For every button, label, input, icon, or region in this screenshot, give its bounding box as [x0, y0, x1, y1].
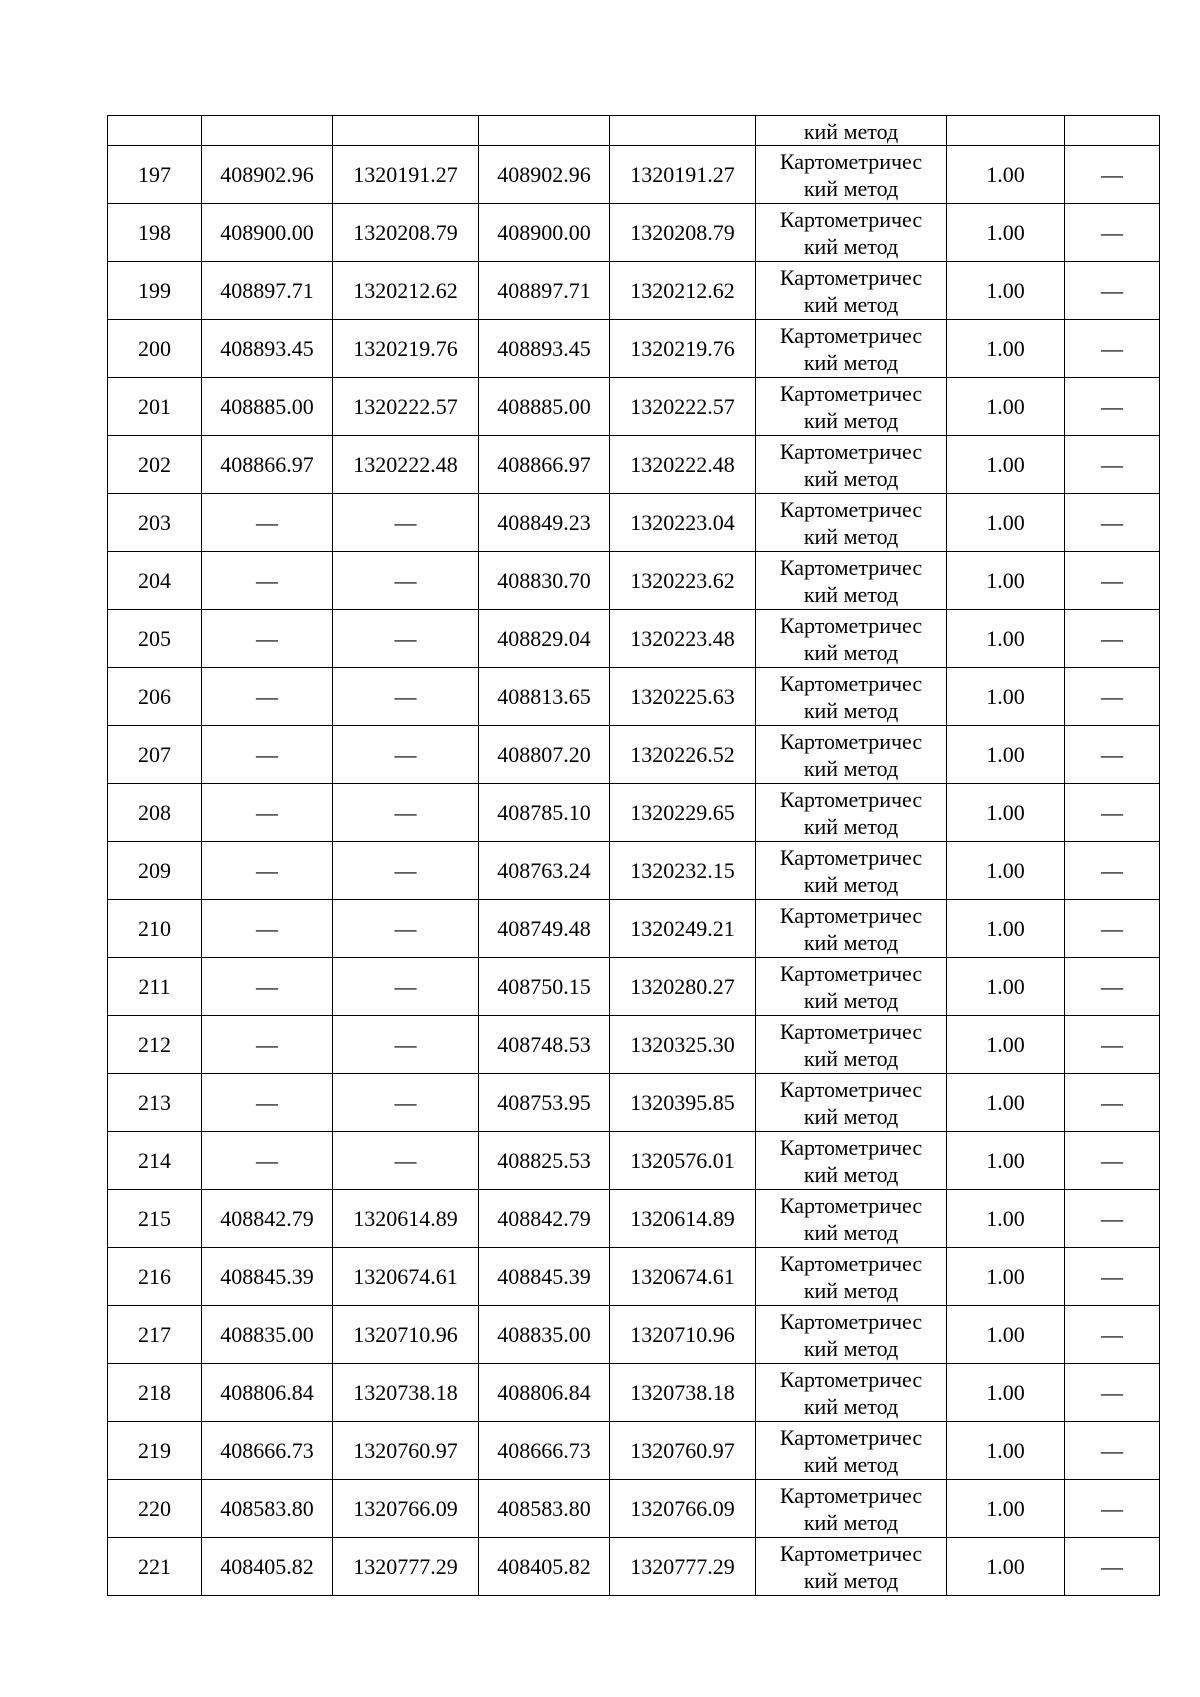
cell-method [756, 784, 947, 842]
cell-note [1065, 116, 1160, 146]
cell-x-new: 408813.65 [479, 668, 610, 726]
cell-x-old: — [202, 494, 333, 552]
method-text: Картометричес [779, 1367, 923, 1392]
method-text: Картометричес [779, 729, 923, 754]
method-text: кий метод [803, 350, 899, 375]
cell-y-old: — [333, 552, 479, 610]
cell-accuracy: 1.00 [947, 1364, 1065, 1422]
cell-x-old: — [202, 552, 333, 610]
cell-note: — [1065, 1306, 1160, 1364]
cell-method [756, 494, 947, 552]
cell-x-new: 408749.48 [479, 900, 610, 958]
method-text: Картометричес [779, 149, 923, 174]
cell-accuracy: 1.00 [947, 1132, 1065, 1190]
cell-y-new: 1320395.85 [610, 1074, 756, 1132]
method-text: Картометричес [779, 1425, 923, 1450]
cell-x-old: 408842.79 [202, 1190, 333, 1248]
method-text: Картометричес [779, 497, 923, 522]
method-text: Картометричес [779, 1019, 923, 1044]
cell-y-new: 1320766.09 [610, 1480, 756, 1538]
cell-y-new: 1320760.97 [610, 1422, 756, 1480]
method-text: Картометричес [779, 613, 923, 638]
cell-point: 198 [108, 204, 202, 262]
cell-point: 200 [108, 320, 202, 378]
cell-point: 210 [108, 900, 202, 958]
cell-x-old: 408405.82 [202, 1538, 333, 1596]
cell-note: — [1065, 1480, 1160, 1538]
cell-y-old: 1320710.96 [333, 1306, 479, 1364]
method-text: кий метод [803, 1510, 899, 1535]
cell-accuracy: 1.00 [947, 320, 1065, 378]
cell-y-old: 1320222.48 [333, 436, 479, 494]
cell-y-old: — [333, 784, 479, 842]
cell-x-old: — [202, 1132, 333, 1190]
continuation-row [108, 116, 1160, 146]
cell-point: 209 [108, 842, 202, 900]
cell-y-new: 1320226.52 [610, 726, 756, 784]
cell-x-new: 408835.00 [479, 1306, 610, 1364]
cell-y-old: 1320766.09 [333, 1480, 479, 1538]
cell-note: — [1065, 900, 1160, 958]
table-row [108, 262, 1160, 320]
cell-point: 219 [108, 1422, 202, 1480]
cell-y-new: 1320738.18 [610, 1364, 756, 1422]
cell-note: — [1065, 668, 1160, 726]
cell-method [756, 1422, 947, 1480]
table-row [108, 1422, 1160, 1480]
cell-x-new: 408849.23 [479, 494, 610, 552]
method-text: кий метод [803, 234, 899, 259]
cell-point: 205 [108, 610, 202, 668]
method-text: Картометричес [779, 265, 923, 290]
cell-x-old: — [202, 842, 333, 900]
cell-note: — [1065, 494, 1160, 552]
table-row [108, 668, 1160, 726]
cell-point: 220 [108, 1480, 202, 1538]
cell-note: — [1065, 726, 1160, 784]
cell-method [756, 1480, 947, 1538]
cell-x-new: 408748.53 [479, 1016, 610, 1074]
cell-y-old: 1320222.57 [333, 378, 479, 436]
table-row [108, 842, 1160, 900]
method-text: кий метод [803, 930, 899, 955]
method-text: Картометричес [779, 1541, 923, 1566]
cell-x-old: 408885.00 [202, 378, 333, 436]
table-row [108, 1132, 1160, 1190]
table-row [108, 1248, 1160, 1306]
method-text: кий метод [803, 582, 899, 607]
cell-point: 197 [108, 146, 202, 204]
cell-y-new [610, 116, 756, 146]
method-text: кий метод [803, 988, 899, 1013]
cell-accuracy: 1.00 [947, 494, 1065, 552]
cell-point: 211 [108, 958, 202, 1016]
cell-x-new: 408405.82 [479, 1538, 610, 1596]
cell-y-old: — [333, 668, 479, 726]
cell-accuracy: 1.00 [947, 552, 1065, 610]
cell-y-new: 1320223.62 [610, 552, 756, 610]
cell-note: — [1065, 1074, 1160, 1132]
cell-y-new: 1320710.96 [610, 1306, 756, 1364]
method-text: Картометричес [779, 1135, 923, 1160]
cell-y-new: 1320212.62 [610, 262, 756, 320]
method-text: кий метод [803, 119, 899, 144]
cell-point: 212 [108, 1016, 202, 1074]
cell-point: 218 [108, 1364, 202, 1422]
cell-point: 204 [108, 552, 202, 610]
cell-accuracy: 1.00 [947, 1422, 1065, 1480]
cell-point: 217 [108, 1306, 202, 1364]
cell-point: 208 [108, 784, 202, 842]
cell-point [108, 116, 202, 146]
method-text: Картометричес [779, 555, 923, 580]
cell-accuracy: 1.00 [947, 1306, 1065, 1364]
cell-x-new: 408830.70 [479, 552, 610, 610]
table-row [108, 204, 1160, 262]
cell-method [756, 1074, 947, 1132]
method-text: Картометричес [779, 207, 923, 232]
cell-x-old: — [202, 726, 333, 784]
cell-note: — [1065, 784, 1160, 842]
method-text: Картометричес [779, 671, 923, 696]
cell-accuracy: 1.00 [947, 146, 1065, 204]
cell-y-old [333, 116, 479, 146]
cell-y-new: 1320614.89 [610, 1190, 756, 1248]
cell-accuracy: 1.00 [947, 900, 1065, 958]
cell-method [756, 726, 947, 784]
cell-note: — [1065, 1422, 1160, 1480]
method-text: Картометричес [779, 845, 923, 870]
cell-note: — [1065, 842, 1160, 900]
method-text: кий метод [803, 1046, 899, 1071]
cell-y-old: 1320191.27 [333, 146, 479, 204]
cell-accuracy: 1.00 [947, 1190, 1065, 1248]
method-text: Картометричес [779, 439, 923, 464]
cell-method [756, 1364, 947, 1422]
cell-note: — [1065, 262, 1160, 320]
cell-y-old: — [333, 958, 479, 1016]
cell-point: 216 [108, 1248, 202, 1306]
cell-note: — [1065, 1538, 1160, 1596]
cell-method [756, 668, 947, 726]
cell-y-old: 1320777.29 [333, 1538, 479, 1596]
cell-x-old: 408845.39 [202, 1248, 333, 1306]
method-text: кий метод [803, 466, 899, 491]
cell-y-new: 1320249.21 [610, 900, 756, 958]
cell-method [756, 436, 947, 494]
cell-note: — [1065, 1132, 1160, 1190]
table-row [108, 1306, 1160, 1364]
method-text: Картометричес [779, 1077, 923, 1102]
cell-y-new: 1320222.57 [610, 378, 756, 436]
cell-y-new: 1320223.04 [610, 494, 756, 552]
cell-note: — [1065, 1364, 1160, 1422]
cell-y-new: 1320222.48 [610, 436, 756, 494]
cell-method [756, 958, 947, 1016]
cell-accuracy: 1.00 [947, 1074, 1065, 1132]
cell-x-new: 408806.84 [479, 1364, 610, 1422]
cell-method [756, 900, 947, 958]
cell-x-old: — [202, 958, 333, 1016]
cell-y-new: 1320325.30 [610, 1016, 756, 1074]
cell-x-old: 408902.96 [202, 146, 333, 204]
cell-y-old: — [333, 842, 479, 900]
method-text: Картометричес [779, 1483, 923, 1508]
cell-accuracy: 1.00 [947, 1538, 1065, 1596]
method-text: кий метод [803, 408, 899, 433]
cell-x-new: 408900.00 [479, 204, 610, 262]
table-row [108, 900, 1160, 958]
cell-y-old: — [333, 610, 479, 668]
method-text: Картометричес [779, 787, 923, 812]
table-row [108, 552, 1160, 610]
cell-x-new: 408825.53 [479, 1132, 610, 1190]
cell-method [756, 610, 947, 668]
method-text: кий метод [803, 1452, 899, 1477]
cell-point: 221 [108, 1538, 202, 1596]
method-text: Картометричес [779, 323, 923, 348]
cell-x-old: — [202, 610, 333, 668]
coordinates-table [107, 115, 1160, 1596]
cell-note: — [1065, 1190, 1160, 1248]
cell-accuracy: 1.00 [947, 958, 1065, 1016]
method-text: Картометричес [779, 1309, 923, 1334]
method-text: кий метод [803, 814, 899, 839]
table-row [108, 726, 1160, 784]
cell-method [756, 262, 947, 320]
table-row [108, 436, 1160, 494]
cell-x-old: 408806.84 [202, 1364, 333, 1422]
table-row [108, 378, 1160, 436]
cell-y-old: — [333, 1132, 479, 1190]
cell-note: — [1065, 610, 1160, 668]
cell-x-new: 408902.96 [479, 146, 610, 204]
cell-note: — [1065, 146, 1160, 204]
cell-accuracy: 1.00 [947, 610, 1065, 668]
cell-note: — [1065, 552, 1160, 610]
cell-accuracy [947, 116, 1065, 146]
table-row [108, 1364, 1160, 1422]
cell-note: — [1065, 1248, 1160, 1306]
cell-accuracy: 1.00 [947, 668, 1065, 726]
cell-x-old: — [202, 668, 333, 726]
cell-y-old: 1320219.76 [333, 320, 479, 378]
cell-accuracy: 1.00 [947, 726, 1065, 784]
cell-note: — [1065, 958, 1160, 1016]
cell-x-old: 408900.00 [202, 204, 333, 262]
cell-y-old: 1320614.89 [333, 1190, 479, 1248]
table-row [108, 1074, 1160, 1132]
method-text: Картометричес [779, 961, 923, 986]
method-text: кий метод [803, 698, 899, 723]
cell-method [756, 552, 947, 610]
cell-x-old: 408893.45 [202, 320, 333, 378]
cell-x-old: — [202, 784, 333, 842]
table-row [108, 494, 1160, 552]
cell-y-new: 1320576.01 [610, 1132, 756, 1190]
table-row [108, 958, 1160, 1016]
cell-accuracy: 1.00 [947, 378, 1065, 436]
cell-note: — [1065, 378, 1160, 436]
cell-x-new: 408763.24 [479, 842, 610, 900]
cell-y-old: 1320208.79 [333, 204, 479, 262]
cell-point: 213 [108, 1074, 202, 1132]
cell-y-new: 1320219.76 [610, 320, 756, 378]
table-row [108, 1538, 1160, 1596]
cell-y-old: 1320760.97 [333, 1422, 479, 1480]
method-text: кий метод [803, 872, 899, 897]
cell-point: 206 [108, 668, 202, 726]
cell-y-new: 1320674.61 [610, 1248, 756, 1306]
method-text: кий метод [803, 1220, 899, 1245]
cell-x-old [202, 116, 333, 146]
cell-x-new: 408583.80 [479, 1480, 610, 1538]
cell-x-new: 408750.15 [479, 958, 610, 1016]
cell-point: 207 [108, 726, 202, 784]
table-row [108, 610, 1160, 668]
cell-accuracy: 1.00 [947, 204, 1065, 262]
table-row [108, 1480, 1160, 1538]
cell-method [756, 116, 947, 146]
cell-y-old: — [333, 1016, 479, 1074]
cell-y-new: 1320232.15 [610, 842, 756, 900]
cell-y-old: 1320212.62 [333, 262, 479, 320]
cell-method [756, 1538, 947, 1596]
table-row [108, 146, 1160, 204]
cell-note: — [1065, 320, 1160, 378]
method-text: кий метод [803, 1568, 899, 1593]
method-text: кий метод [803, 640, 899, 665]
cell-method [756, 204, 947, 262]
cell-x-new: 408885.00 [479, 378, 610, 436]
cell-x-old: — [202, 900, 333, 958]
method-text: Картометричес [779, 381, 923, 406]
cell-y-new: 1320777.29 [610, 1538, 756, 1596]
cell-y-new: 1320191.27 [610, 146, 756, 204]
cell-method [756, 378, 947, 436]
method-text: кий метод [803, 1336, 899, 1361]
cell-accuracy: 1.00 [947, 1480, 1065, 1538]
cell-note: — [1065, 1016, 1160, 1074]
cell-y-old: — [333, 494, 479, 552]
cell-x-new: 408842.79 [479, 1190, 610, 1248]
method-text: кий метод [803, 1162, 899, 1187]
cell-x-new [479, 116, 610, 146]
method-text: кий метод [803, 1394, 899, 1419]
cell-accuracy: 1.00 [947, 262, 1065, 320]
cell-method [756, 1016, 947, 1074]
cell-accuracy: 1.00 [947, 842, 1065, 900]
cell-y-new: 1320225.63 [610, 668, 756, 726]
cell-y-new: 1320208.79 [610, 204, 756, 262]
cell-x-new: 408829.04 [479, 610, 610, 668]
cell-x-old: — [202, 1074, 333, 1132]
cell-accuracy: 1.00 [947, 784, 1065, 842]
cell-x-new: 408845.39 [479, 1248, 610, 1306]
method-text: Картометричес [779, 1251, 923, 1276]
cell-x-old: 408666.73 [202, 1422, 333, 1480]
method-text: кий метод [803, 756, 899, 781]
cell-accuracy: 1.00 [947, 1248, 1065, 1306]
cell-method [756, 146, 947, 204]
cell-y-old: — [333, 726, 479, 784]
cell-x-old: 408866.97 [202, 436, 333, 494]
cell-point: 214 [108, 1132, 202, 1190]
method-text: кий метод [803, 292, 899, 317]
cell-note: — [1065, 204, 1160, 262]
cell-x-new: 408753.95 [479, 1074, 610, 1132]
cell-y-old: 1320738.18 [333, 1364, 479, 1422]
cell-accuracy: 1.00 [947, 1016, 1065, 1074]
cell-x-new: 408866.97 [479, 436, 610, 494]
cell-y-new: 1320223.48 [610, 610, 756, 668]
cell-method [756, 320, 947, 378]
cell-accuracy: 1.00 [947, 436, 1065, 494]
cell-method [756, 1248, 947, 1306]
method-text: кий метод [803, 176, 899, 201]
method-text: кий метод [803, 1104, 899, 1129]
cell-x-old: 408897.71 [202, 262, 333, 320]
table-row [108, 784, 1160, 842]
cell-x-old: 408583.80 [202, 1480, 333, 1538]
cell-point: 202 [108, 436, 202, 494]
cell-y-new: 1320229.65 [610, 784, 756, 842]
cell-point: 215 [108, 1190, 202, 1248]
cell-x-new: 408666.73 [479, 1422, 610, 1480]
table-row [108, 1190, 1160, 1248]
cell-point: 201 [108, 378, 202, 436]
cell-x-new: 408893.45 [479, 320, 610, 378]
cell-x-old: 408835.00 [202, 1306, 333, 1364]
cell-method [756, 1306, 947, 1364]
cell-method [756, 1190, 947, 1248]
cell-method [756, 1132, 947, 1190]
table-body [108, 116, 1160, 1596]
table-row [108, 320, 1160, 378]
cell-point: 199 [108, 262, 202, 320]
cell-note: — [1065, 436, 1160, 494]
cell-y-old: — [333, 900, 479, 958]
cell-x-new: 408897.71 [479, 262, 610, 320]
cell-method [756, 842, 947, 900]
cell-x-new: 408785.10 [479, 784, 610, 842]
method-text: кий метод [803, 524, 899, 549]
cell-y-old: — [333, 1074, 479, 1132]
cell-y-new: 1320280.27 [610, 958, 756, 1016]
method-text: Картометричес [779, 903, 923, 928]
cell-y-old: 1320674.61 [333, 1248, 479, 1306]
table-row [108, 1016, 1160, 1074]
cell-x-new: 408807.20 [479, 726, 610, 784]
cell-x-old: — [202, 1016, 333, 1074]
method-text: Картометричес [779, 1193, 923, 1218]
method-text: кий метод [803, 1278, 899, 1303]
cell-point: 203 [108, 494, 202, 552]
